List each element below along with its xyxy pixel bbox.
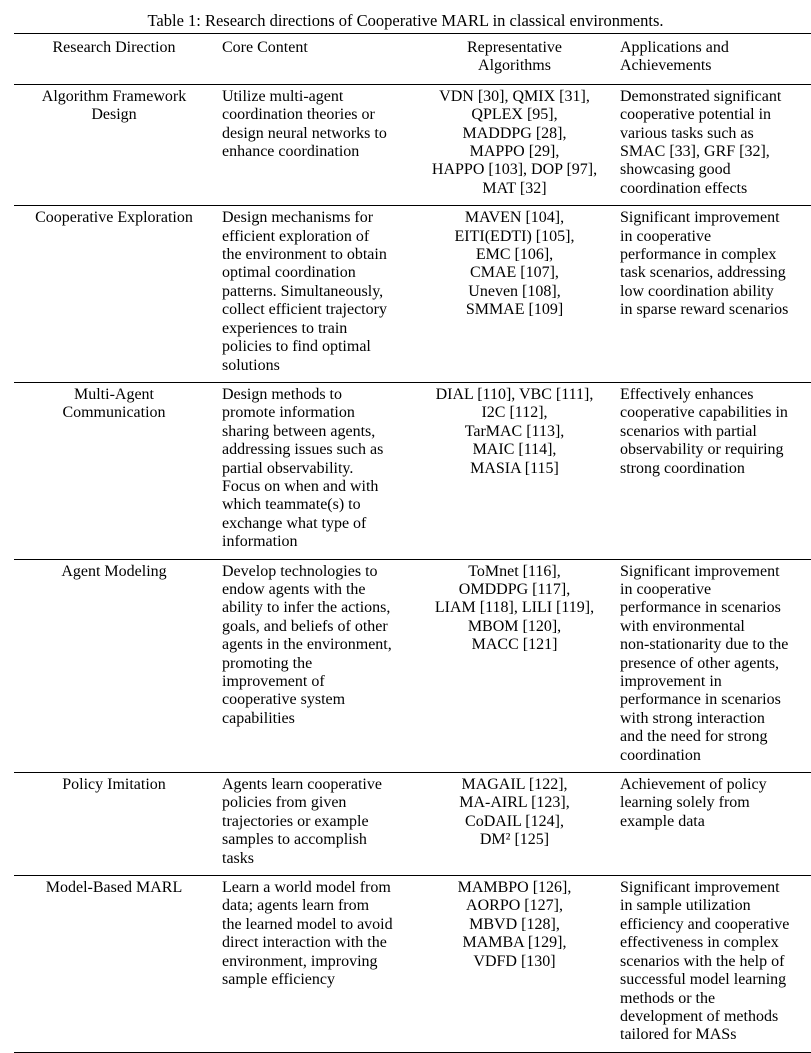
cell-direction: Model-Based MARL [45, 879, 183, 897]
cell-algorithms: MAMBPO [126], AORPO [127], MBVD [128], MAMBA [129], VDFD [130] [457, 879, 572, 970]
cell-direction: Agent Modeling [61, 562, 167, 580]
table-row [14, 382, 811, 559]
cell-content: Design mechanisms for efficient exploration of the environment to obtain optimal coordination patterns. Simultaneously, collect efficient trajectory experiences to train policies to find optimal solutions [222, 209, 387, 374]
cell-applications: Demonstrated significant cooperative potential in various tasks such as SMAC [33], GRF [32], showcasing good coordination effects [620, 87, 782, 197]
header-representative-algorithms: Representative Algorithms [466, 39, 563, 75]
cell-direction: Algorithm Framework Design [41, 87, 187, 124]
cell-applications: Significant improvement in cooperative performance in complex task scenarios, addressing low coordination ability in sparse reward scenarios [620, 209, 789, 319]
header-applications: Applications and Achievements [620, 39, 729, 75]
table-caption: Table 1: Research directions of Cooperative MARL in classical environments. [147, 11, 664, 30]
cell-algorithms: VDN [30], QMIX [31], QPLEX [95], MADDPG [28], MAPPO [29], HAPPO [103], DOP [97], MAT [32] [431, 87, 598, 197]
cell-applications: Effectively enhances cooperative capabilities in scenarios with partial observability or requiring strong coordination [620, 385, 788, 477]
table-row [14, 876, 811, 1053]
cell-algorithms: ToMnet [116], OMDDPG [117], LIAM [118], LILI [119], MBOM [120], MACC [121] [434, 562, 595, 654]
cell-content: Utilize multi-agent coordination theories or design neural networks to enhance coordination [222, 87, 387, 161]
table-row [14, 84, 811, 205]
table-row [14, 559, 811, 772]
cell-algorithms: DIAL [110], VBC [111], I2C [112], TarMAC [113], MAIC [114], MASIA [115] [435, 385, 594, 477]
header-row [14, 34, 811, 85]
cell-direction: Multi-Agent Communication [62, 385, 166, 422]
cell-applications: Achievement of policy learning solely from example data [620, 776, 767, 830]
table-row [14, 773, 811, 876]
cell-content: Learn a world model from data; agents learn from the learned model to avoid direct interaction with the environment, improving sample efficiency [222, 879, 393, 989]
cell-content: Design methods to promote information sharing between agents, addressing issues such as partial observability. Focus on when and with which teammate(s) to exchange what type of information [222, 385, 384, 551]
cell-direction: Cooperative Exploration [35, 209, 193, 227]
cell-applications: Significant improvement in cooperative performance in scenarios with environmental non-stationarity due to the presence of other agents, improvement in performance in scenarios with strong interaction and the need for strong coordination [620, 562, 789, 764]
cell-content: Agents learn cooperative policies from given trajectories or example samples to accomplish tasks [222, 776, 382, 867]
cell-direction: Policy Imitation [62, 776, 166, 794]
research-directions-table [14, 33, 811, 1053]
header-core-content: Core Content [222, 39, 308, 56]
table-row [14, 206, 811, 383]
cell-algorithms: MAGAIL [122], MA-AIRL [123], CoDAIL [124], DM² [125] [459, 776, 570, 849]
cell-algorithms: MAVEN [104], EITI(EDTI) [105], EMC [106], CMAE [107], Uneven [108], SMMAE [109] [454, 209, 575, 319]
cell-content: Develop technologies to endow agents with the ability to infer the actions, goals, and beliefs of other agents in the environment, promoting the improvement of cooperative system capabilities [222, 562, 392, 727]
header-research-direction: Research Direction [52, 39, 176, 56]
cell-applications: Significant improvement in sample utilization efficiency and cooperative effectiveness in complex scenarios with the help of successful model learning methods or the development of methods tailored for MASs [620, 879, 790, 1044]
